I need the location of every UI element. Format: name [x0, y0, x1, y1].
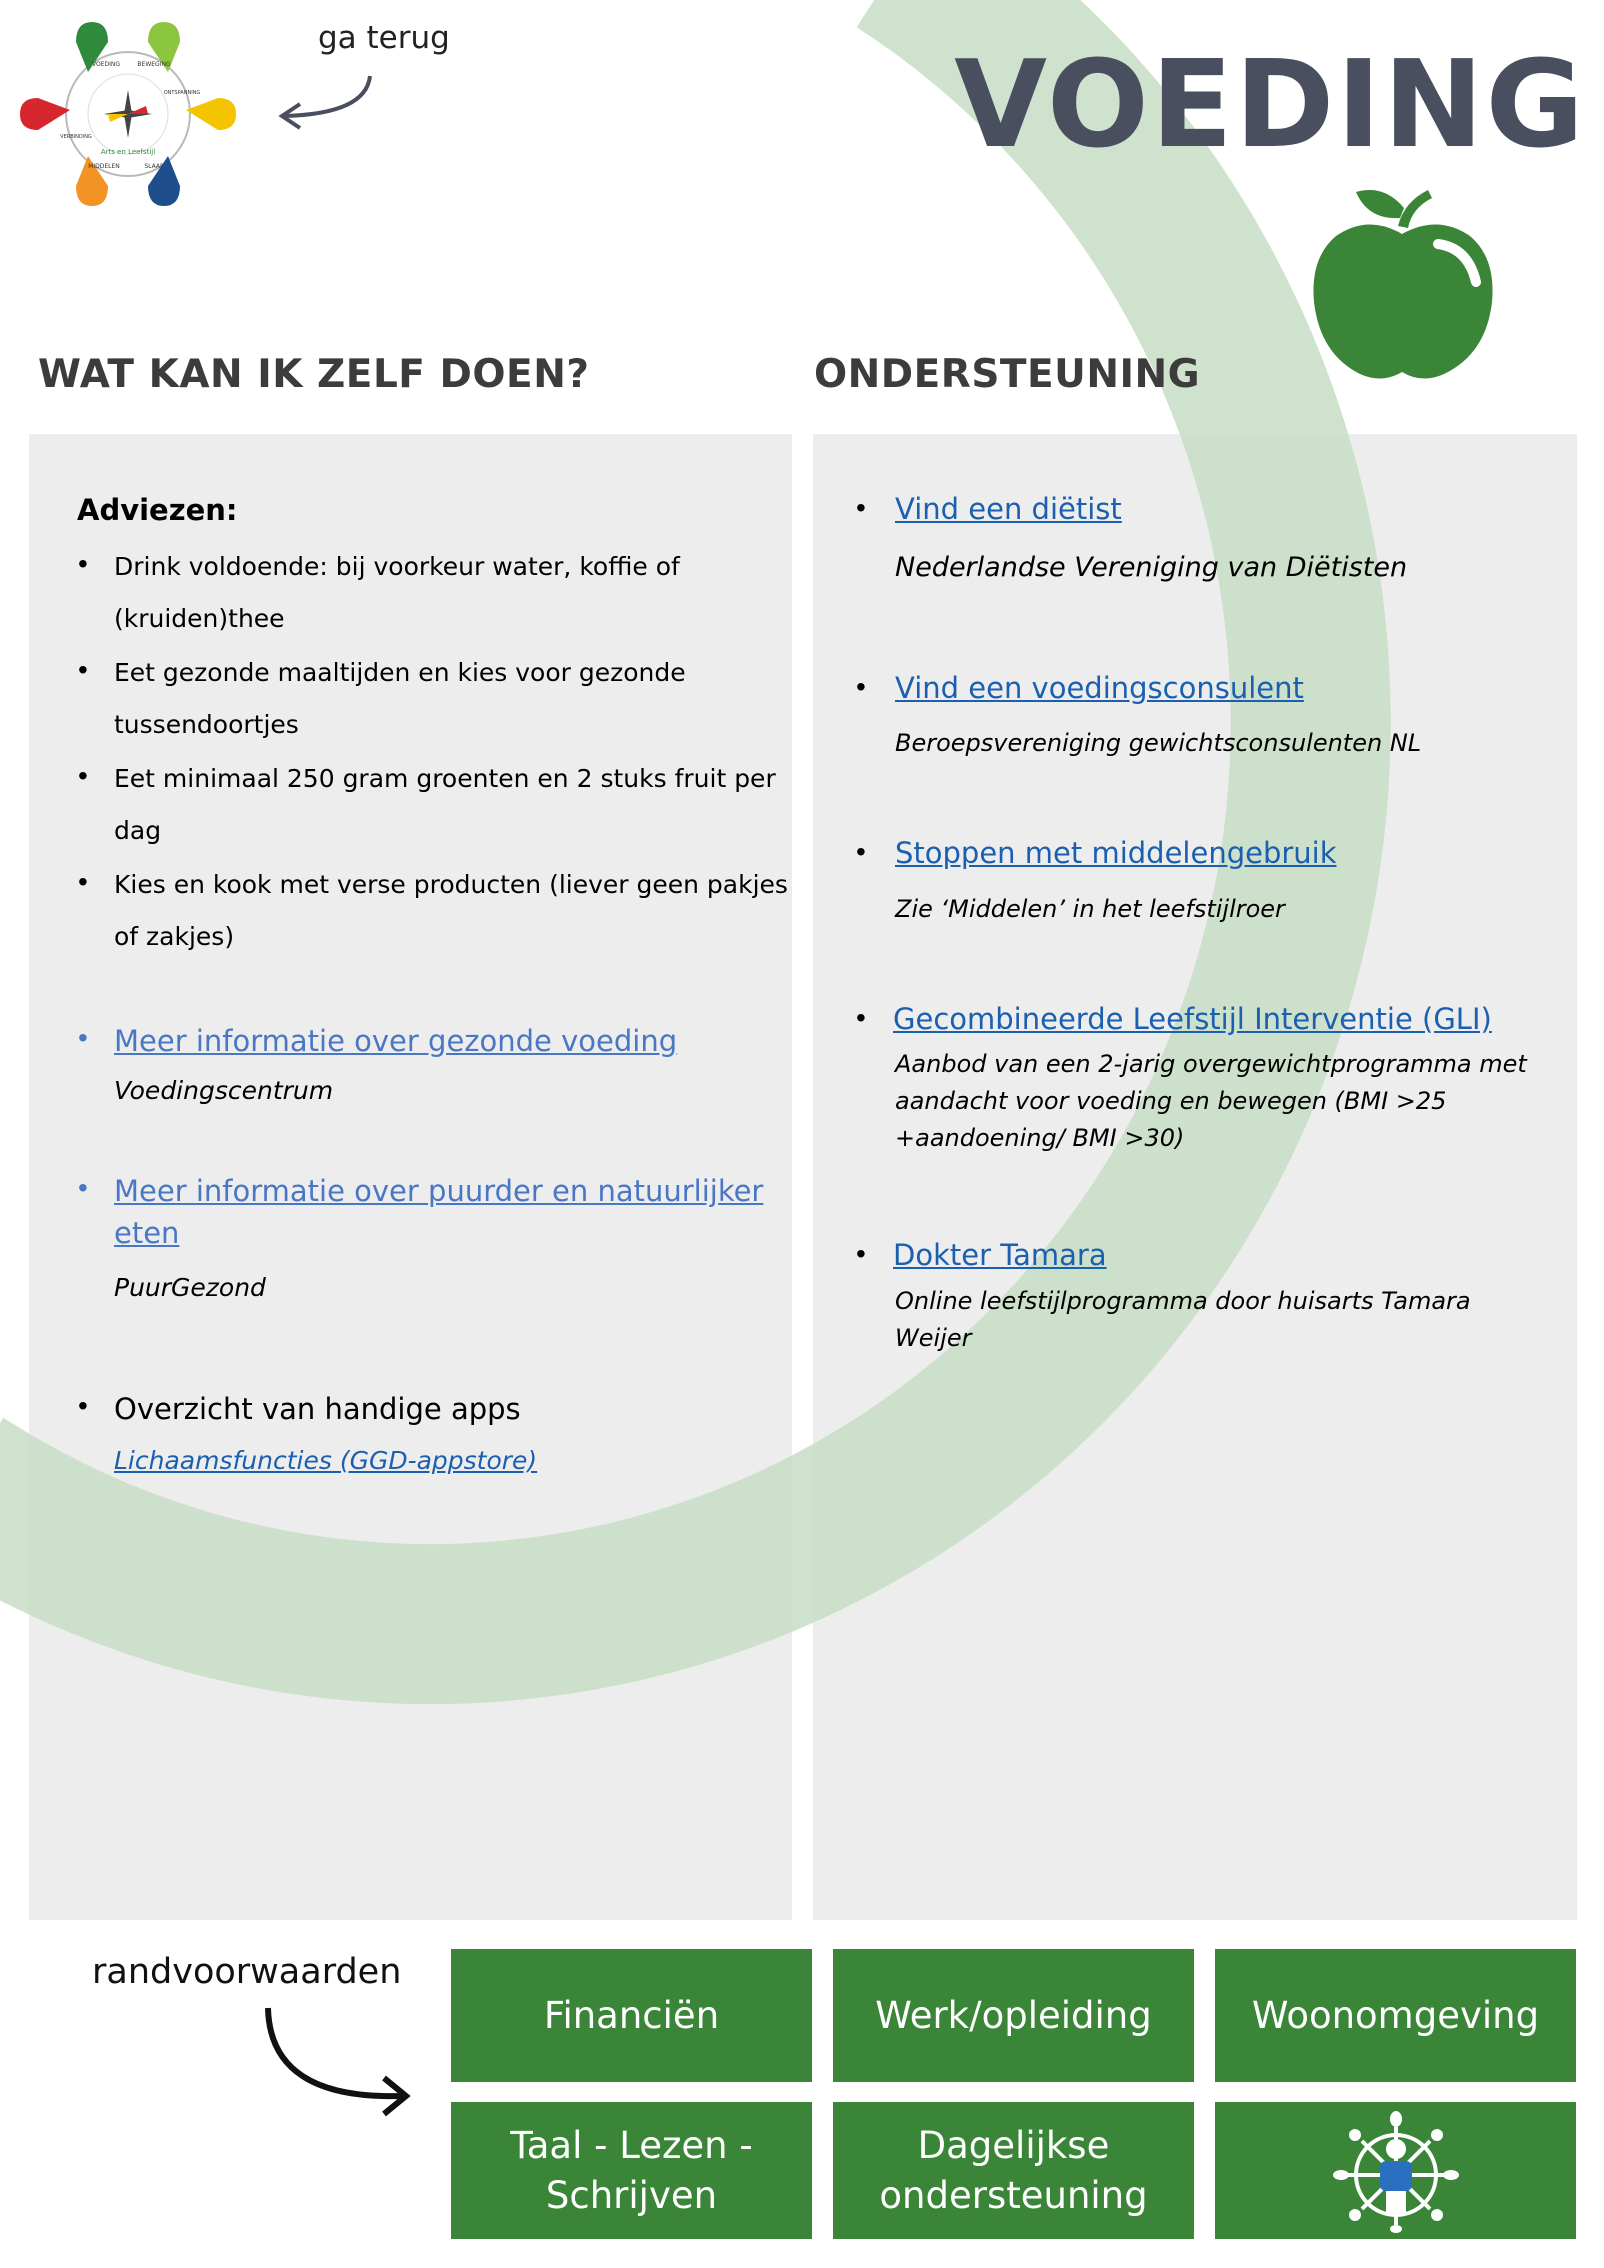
- link-bullet-icon: •: [78, 1172, 88, 1203]
- tile-financien[interactable]: [451, 1949, 812, 2082]
- source-voedingscentrum: Voedingscentrum: [114, 1076, 334, 1105]
- tile-taal-lezen-schrijven[interactable]: [451, 2102, 812, 2239]
- tile-werk-opleiding-label: Werk/opleiding: [875, 1993, 1152, 2037]
- source-puurgezond: PuurGezond: [114, 1273, 266, 1302]
- tile-woonomgeving[interactable]: [1215, 1949, 1576, 2082]
- advice-item-3-line2: dag: [114, 816, 162, 845]
- link-gezonde-voeding[interactable]: Meer informatie over gezonde voeding: [114, 1024, 678, 1058]
- desc-tamara-line2: Weijer: [895, 1324, 972, 1352]
- desc-middelengebruik: Zie ‘Middelen’ in het leefstijlroer: [895, 895, 1285, 923]
- support-bullet-icon: •: [856, 492, 866, 523]
- advice-bullet-icon: •: [78, 866, 88, 897]
- tile-taal-line1: Taal - Lezen -: [510, 2123, 753, 2167]
- logo-label-verbinding: VERBINDING: [60, 134, 92, 140]
- advice-item-1-line2: (kruiden)thee: [114, 604, 285, 633]
- desc-voedingsconsulent: Beroepsvereniging gewichtsconsulenten NL: [895, 729, 1422, 757]
- advice-bullet-icon: •: [78, 548, 88, 579]
- tile-financien-label: Financiën: [543, 1993, 720, 2037]
- support-bullet-icon: •: [856, 1238, 866, 1269]
- tile-dagelijkse-line1: Dagelijkse: [917, 2123, 1110, 2167]
- curved-arrow-icon: [250, 2000, 420, 2130]
- right-panel: [813, 434, 1577, 1920]
- advice-item-2-line2: tussendoortjes: [114, 710, 299, 739]
- support-bullet-icon: •: [856, 1002, 866, 1033]
- tile-taal-line2: Schrijven: [545, 2173, 718, 2217]
- logo-leaf-verbinding-icon: [20, 98, 70, 130]
- desc-tamara-line1: Online leefstijlprogramma door huisarts Tamara: [895, 1287, 1471, 1315]
- left-heading: WAT KAN IK ZELF DOEN?: [38, 352, 590, 397]
- back-link[interactable]: ga terug: [318, 20, 450, 56]
- advice-bullet-icon: •: [78, 654, 88, 685]
- apple-icon: [1308, 178, 1496, 386]
- logo-leaf-ontspanning-icon: [186, 98, 236, 130]
- back-arrow-icon: [270, 70, 380, 140]
- logo-label-voeding: VOEDING: [91, 61, 121, 68]
- support-bullet-icon: •: [856, 671, 866, 702]
- desc-gli-line2: aandacht voor voeding en bewegen (BMI >25: [895, 1087, 1447, 1115]
- link-dokter-tamara[interactable]: Dokter Tamara: [893, 1238, 1107, 1272]
- logo-label-ontspanning: ONTSPANNING: [163, 90, 201, 96]
- apps-bullet-icon: •: [78, 1390, 88, 1421]
- link-puurder-eten-line1[interactable]: Meer informatie over puurder en natuurlijker: [114, 1174, 764, 1208]
- randvoorwaarden-label: randvoorwaarden: [92, 1952, 402, 1992]
- advice-item-4-line2: of zakjes): [114, 922, 235, 951]
- leefstijlroer-logo[interactable]: [14, 14, 242, 214]
- link-lichaamsfuncties[interactable]: Lichaamsfuncties (GGD-appstore): [114, 1446, 538, 1475]
- advice-item-3-line1: Eet minimaal 250 gram groenten en 2 stuks fruit per: [114, 764, 776, 793]
- support-bullet-icon: •: [856, 836, 866, 867]
- tile-woonomgeving-label: Woonomgeving: [1251, 1993, 1540, 2037]
- advice-bullet-icon: •: [78, 760, 88, 791]
- right-heading: ONDERSTEUNING: [814, 352, 1201, 397]
- advice-title: Adviezen:: [77, 493, 238, 527]
- advice-item-4-line1: Kies en kook met verse producten (liever geen pakjes: [114, 870, 788, 899]
- tile-werk-opleiding[interactable]: [833, 1949, 1194, 2082]
- ship-wheel-person-icon: [1331, 2109, 1461, 2233]
- link-middelengebruik[interactable]: Stoppen met middelengebruik: [895, 836, 1337, 870]
- tile-home[interactable]: [1215, 2102, 1576, 2239]
- link-voedingsconsulent[interactable]: Vind een voedingsconsulent: [895, 671, 1304, 705]
- link-bullet-icon: •: [78, 1022, 88, 1053]
- desc-gli-line3: +aandoening/ BMI >30): [895, 1124, 1185, 1152]
- desc-gli-line1: Aanbod van een 2-jarig overgewichtprogramma met: [895, 1050, 1527, 1078]
- desc-dietist: Nederlandse Vereniging van Diëtisten: [895, 552, 1408, 583]
- apps-title: Overzicht van handige apps: [114, 1392, 521, 1426]
- logo-center-text: Arts en Leefstijl: [100, 148, 156, 156]
- link-vind-dietist[interactable]: Vind een diëtist: [895, 492, 1122, 526]
- advice-item-2-line1: Eet gezonde maaltijden en kies voor gezonde: [114, 658, 686, 687]
- advice-item-1-line1: Drink voldoende: bij voorkeur water, koffie of: [114, 552, 680, 581]
- page-title: VOEDING: [954, 36, 1586, 175]
- logo-label-slaap: SLAAP: [144, 163, 164, 170]
- tile-dagelijkse-ondersteuning[interactable]: [833, 2102, 1194, 2239]
- logo-label-beweging: BEWEGING: [137, 61, 171, 68]
- logo-label-middelen: MIDDELEN: [88, 163, 120, 170]
- link-gli[interactable]: Gecombineerde Leefstijl Interventie (GLI): [893, 1002, 1492, 1036]
- link-puurder-eten-line2[interactable]: eten: [114, 1216, 180, 1250]
- tile-dagelijkse-line2: ondersteuning: [879, 2173, 1148, 2217]
